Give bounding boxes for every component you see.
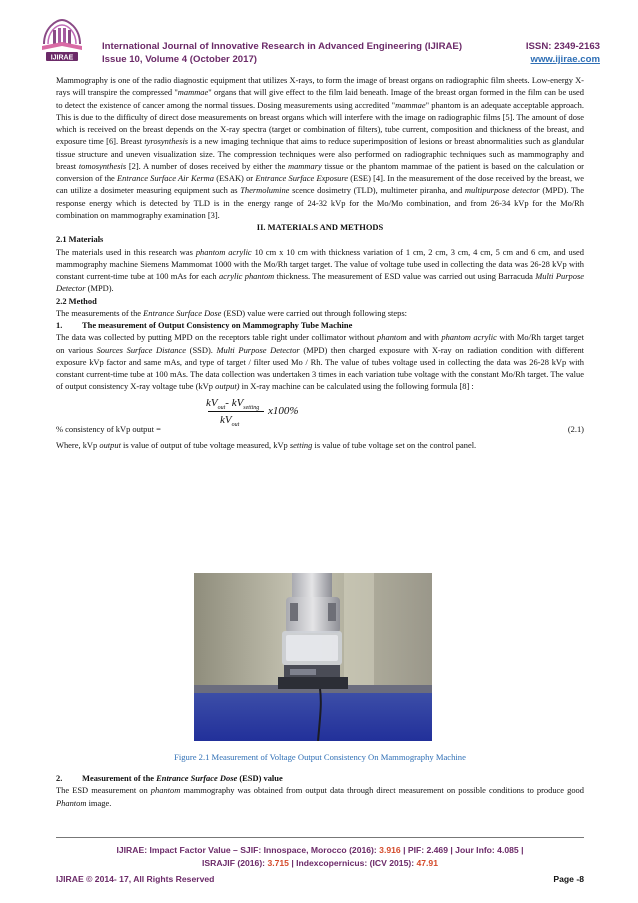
issn: ISSN: 2349-2163 [525,41,600,52]
journal-header [36,14,602,70]
step-1-heading: 1. The measurement of Output Consistency on Mammography Tube Machine [56,320,353,330]
issue-info: Issue 10, Volume 4 (October 2017) [102,54,257,65]
materials-paragraph: The materials used in this research was phantom acrylic 10 cm x 10 cm with thickness variation of 1 cm, 2 cm, 3 cm, 4 cm, 5 cm and 6 cm, and used mammography machine Siemens Mammomat 1000 with the Mo/Rh target target. The value of voltage tube used in collecting the data was 26-28 kVp with constant current-time tube at 100 mAs for each acrylic phantom thickness. The measurement of ESD value was carried out using Barracuda Multi Purpose Detector (MPD). [56,246,584,294]
article-body-continued [56,772,584,809]
mammography-machine-photo [194,573,432,741]
article-body [56,74,584,451]
journal-logo [38,14,86,66]
formula-2-1 [56,395,584,439]
footer-impact-line: IJIRAE: Impact Factor Value – SJIF: Innospace, Morocco (2016): 3.916 | PIF: 2.469 | Jour Info: 4.085 | [116,845,524,855]
footer-divider [56,837,584,838]
formula-multiplier: x100% [268,404,299,417]
method-intro: The measurements of the Entrance Surface Dose (ESD) value were carried out through following steps: [56,307,407,318]
journal-title: International Journal of Innovative Research in Advanced Engineering (IJIRAE) [102,41,463,52]
step-2-heading: 2. Measurement of the Entrance Surface Dose (ESD) value [56,773,283,783]
website-link[interactable]: www.ijirae.com [530,54,600,65]
footer-index-line: ISRAJIF (2016): 3.715 | Indexcopernicus: (ICV 2015): 47.91 [202,858,438,868]
intro-paragraph: Mammography is one of the radio diagnostic equipment that utilizes X-rays, to form the image of breast organs on radiographic film sheets. Low-energy X-rays will transpire the compressed "mammae" organs that will give effect to the film laid beneath. Image of the breast organ formed in the film can be used to detect the existence of cancer among the normal tissues. Dosing measurements using accredited "mammae" phantom is an adequate acceptable approach. This is due to the difficulty of direct dose measurements on breast organs which will interfere with the image on radiographic films [5]. The amount of dose which is received on the breast depends on the X-ray spectra (target or combination of filters), tube current, composition and thickness of the breast, and exposure time [6]. Breast tyrosynthesis is a new imaging technique that aims to reduce superimposition of lesions or breast abnormalities such as glandular tissue structure and uneven visualization size. The compression techniques were also performed on radiographic techniques such as mammography and breast tomosynthesis [2]. A number of doses received by either the mammary tissue or the phantom mammae of the patient is based on the calculation or conversion of the Entrance Surface Air Kerma (ESAK) or Entrance Surface Exposure (ESE) [4]. In the measurement of the dose received by the breast, we can utilize a dosimeter measuring equipment such as Thermolumine scence dosimetry (TLD), multimeter piranha, and multipurpose detector (MPD). The response energy which is detected by TLD is in the energy range of 24-32 kVp for the Mo/Mo combination, and from 26-34 kVp for the Mo/Rh combination on mammography examination [3]. [56,75,584,220]
page-number: Page -8 [553,874,584,884]
formula-expression [206,395,336,435]
fraction-bar [208,411,264,412]
section-heading: II. MATERIALS AND METHODS [256,222,384,232]
equation-number: (2.1) [567,423,584,434]
formula-numerator: $kV_{out}-$ $kV_{setting}$ [206,396,260,411]
copyright-notice: IJIRAE © 2014- 17, All Rights Reserved [56,874,215,884]
formula-label: % consistency of kVp output = [56,423,161,434]
formula-explanation: Where, kVp output is value of output of tube voltage measured, kVp setting is value of tube voltage set on the control panel. [56,439,477,450]
formula-denominator: $kV_{out}$ [220,413,240,428]
figure-caption: Figure 2.1 Measurement of Voltage Output Consistency On Mammography Machine [174,752,466,762]
subsection-heading-method: 2.2 Method [56,295,97,306]
step-2-paragraph: The ESD measurement on phantom mammography was obtained from output data through direct measurement on possible conditions to produce good Phantom image. [56,785,584,808]
step-1-paragraph: The data was collected by putting MPD on the receptors table right under collimator without phantom and with phantom acrylic with Mo/Rh target target on various Sources Surface Distance (SSD). Multi Purpose Detector (MPD) then charged exposure with X-ray on radiation condition with different exposure kVp factor and same mAs, and type of target / filter used Mo / Rh. The value of tubes voltage used in collecting the data was 26-28 kVp with constant current-time tube at 100 mAs. The data collection was undertaken 3 times in each variation tube voltage with the constant Mo/Rh target. The value of output consistency X-ray voltage tube (kVp output) in X-ray machine can be calculated using the following formula [8] : [56,332,585,392]
logo-text: IJIRAE [50,54,74,62]
subsection-heading-materials: 2.1 Materials [56,234,104,245]
